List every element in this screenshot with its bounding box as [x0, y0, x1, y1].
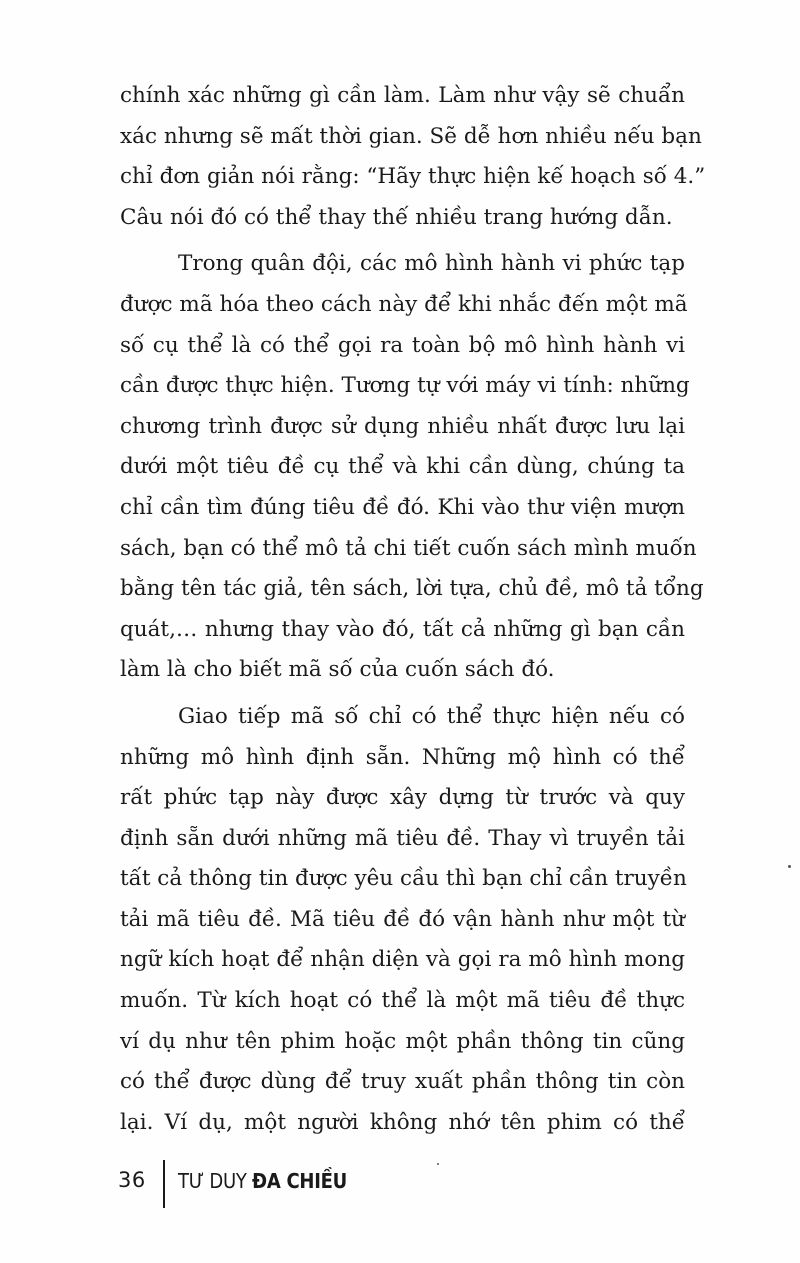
scan-speck [788, 865, 791, 868]
running-title-bold: ĐA CHIỀU [252, 1169, 348, 1193]
paragraph [120, 76, 706, 238]
paragraph [120, 244, 704, 691]
text-line: Câu nói đó có thể thay thế nhiều trang hướng dẫn. [120, 204, 673, 230]
text-line: ngữ kích hoạt để nhận diện và gọi ra mô hình mong [120, 947, 685, 973]
text-line: được mã hóa theo cách này để khi nhắc đến một mã [120, 291, 688, 317]
text-line: xác nhưng sẽ mất thời gian. Sẽ dễ hơn nhiều nếu bạn [120, 123, 702, 149]
text-line: Trong quân đội, các mô hình hành vi phức tạp [178, 251, 685, 277]
text-line: cần được thực hiện. Tương tự với máy vi tính: những [120, 373, 690, 399]
text-line: Giao tiếp mã số chỉ có thể thực hiện nếu có [178, 703, 685, 729]
text-line: lại. Ví dụ, một người không nhớ tên phim có thể [120, 1109, 685, 1135]
text-line: quát,… nhưng thay vào đó, tất cả những gì bạn cần [120, 616, 685, 642]
text-line: sách, bạn có thể mô tả chi tiết cuốn sách mình muốn [120, 535, 697, 561]
text-line: tải mã tiêu đề. Mã tiêu đề đó vận hành như một từ [120, 906, 685, 932]
running-title [178, 1169, 347, 1193]
text-line: chỉ đơn giản nói rằng: “Hãy thực hiện kế hoạch số 4.” [120, 164, 706, 190]
text-line: ví dụ như tên phim hoặc một phần thông tin cũng [120, 1028, 685, 1054]
text-line: có thể được dùng để truy xuất phần thông tin còn [120, 1069, 685, 1095]
text-line: những mô hình định sẵn. Những mộ hình có thể [120, 744, 685, 770]
running-title-regular: TƯ DUY [178, 1169, 253, 1193]
text-line: muốn. Từ kích hoạt có thể là một mã tiêu đề thực [120, 988, 685, 1014]
text-line: định sẵn dưới những mã tiêu đề. Thay vì truyền tải [120, 825, 685, 851]
page-footer [118, 1160, 518, 1210]
footer-divider [163, 1160, 165, 1208]
text-line: tất cả thông tin được yêu cầu thì bạn chỉ cần truyền [120, 866, 687, 892]
text-line: dưới một tiêu đề cụ thể và khi cần dùng, chúng ta [120, 454, 685, 480]
text-line: chương trình được sử dụng nhiều nhất được lưu lại [120, 413, 685, 439]
text-line: số cụ thể là có thể gọi ra toàn bộ mô hình hành vi [120, 332, 685, 358]
text-line: bằng tên tác giả, tên sách, lời tựa, chủ đề, mô tả tổng [120, 576, 704, 602]
body-text [120, 76, 706, 1143]
text-line: chính xác những gì cần làm. Làm như vậy sẽ chuẩn [120, 83, 685, 108]
text-line: làm là cho biết mã số của cuốn sách đó. [120, 657, 555, 683]
text-line: rất phức tạp này được xây dựng từ trước và quy [120, 785, 685, 811]
paragraph [120, 697, 685, 1144]
text-line: chỉ cần tìm đúng tiêu đề đó. Khi vào thư viện mượn [120, 494, 685, 520]
page-number: 36 [118, 1168, 146, 1192]
